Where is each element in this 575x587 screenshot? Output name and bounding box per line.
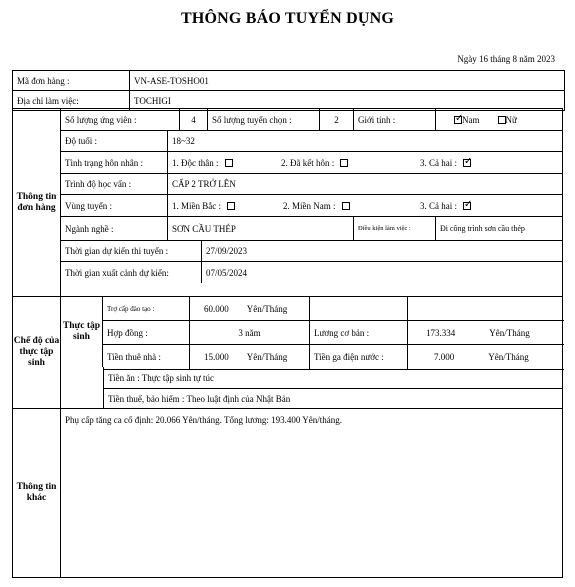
region-both-label: 3. Cả hai : — [420, 200, 457, 211]
regime-label: Chế độ của thực tập sinh — [13, 297, 61, 408]
job-value: SƠN CẦU THÉP — [167, 217, 353, 240]
contract-value: 3 năm — [189, 321, 309, 344]
other-info-text: Phụ cấp tăng ca cố định: 20.066 Yên/tháng. Tổng lương: 193.400 Yên/tháng. — [65, 415, 343, 425]
male-label: Nam — [462, 114, 480, 125]
departure-label: Thời gian xuất cảnh dự kiến: — [65, 267, 169, 278]
exam-value: 27/09/2023 — [201, 241, 562, 261]
gender-options — [435, 109, 562, 130]
marital-single — [167, 152, 277, 173]
page-title: THÔNG BÁO TUYỂN DỤNG — [180, 10, 395, 27]
order-info-label: Thông tin đơn hàng — [13, 109, 61, 296]
region-north — [167, 195, 279, 216]
food-row — [103, 367, 562, 389]
order-code-row — [13, 71, 564, 91]
applicants-row — [61, 109, 562, 131]
departure-value: 07/05/2024 — [201, 262, 562, 283]
order-info-rows — [61, 109, 562, 283]
allowance-value: 60.000 — [204, 303, 229, 314]
order-header — [12, 70, 565, 111]
marital-single-checkbox[interactable] — [225, 159, 233, 167]
region-label: Vùng tuyển : — [65, 200, 112, 211]
region-row — [61, 195, 562, 217]
selected-value: 2 — [319, 109, 353, 130]
region-south-label: 2. Miền Nam : — [283, 200, 336, 211]
gender-label: Giới tính : — [353, 109, 435, 130]
regime-detail — [103, 297, 564, 370]
age-label: Độ tuổi : — [65, 136, 98, 146]
order-info-section — [12, 108, 563, 297]
exam-label: Thời gian dự kiến thi tuyển : — [65, 246, 169, 256]
marital-both-checkbox[interactable] — [463, 159, 471, 167]
female-checkbox[interactable] — [498, 116, 506, 124]
region-north-label: 1. Miền Bắc : — [172, 200, 221, 211]
other-info-body — [61, 409, 562, 577]
rent-unit: Yên/Tháng — [246, 352, 288, 362]
address-label: Địa chỉ làm việc: — [17, 95, 79, 106]
other-info-label: Thông tin khác — [13, 409, 61, 577]
education-label: Trình độ học vấn : — [65, 179, 132, 189]
condition-value: Đi công trình sơn cầu thép — [435, 217, 562, 240]
regime-top — [61, 297, 564, 367]
notice-date: Ngày 16 tháng 8 năm 2023 — [457, 54, 555, 64]
tax-text: Tiền thuế, bảo hiểm : Theo luật định của Nhật Bản — [103, 389, 562, 409]
condition-label: Điều kiện làm việc : — [353, 217, 435, 240]
salary-value: 173.334 — [426, 327, 456, 338]
other-info-section — [12, 409, 563, 578]
address-value: TOCHIGI — [129, 91, 171, 110]
utility-amount — [407, 345, 564, 369]
applicants-label: Số lượng ứng viên : — [65, 114, 137, 125]
age-value: 18~32 — [167, 131, 562, 151]
food-text: Tiền ăn : Thực tập sinh tự túc — [103, 367, 562, 388]
utility-unit: Yên/Tháng — [488, 352, 529, 362]
contract-label: Hợp đồng : — [107, 327, 148, 338]
salary-label: Lương cơ bản : — [309, 321, 407, 344]
allowance-blank-2 — [407, 297, 564, 320]
allowance-amount — [189, 297, 309, 320]
marital-both — [402, 152, 562, 173]
salary-amount — [407, 321, 564, 344]
education-value: CẤP 2 TRỞ LÊN — [167, 174, 562, 194]
allowance-row — [103, 297, 564, 321]
marital-label: Tình trạng hôn nhân : — [65, 157, 143, 168]
marital-single-label: 1. Độc thân : — [172, 157, 219, 168]
applicants-value: 4 — [179, 109, 207, 130]
marital-row — [61, 152, 562, 174]
region-both-checkbox[interactable] — [463, 202, 471, 210]
rent-label: Tiền thuê nhà : — [107, 352, 161, 362]
order-code-label: Mã đơn hàng : — [17, 75, 70, 86]
age-row — [61, 131, 562, 152]
rent-value: 15.000 — [204, 352, 229, 362]
utility-label: Tiền ga điện nước : — [309, 345, 407, 369]
selected-label: Số lượng tuyển chọn : — [207, 109, 319, 130]
marital-married — [277, 152, 402, 173]
region-south — [279, 195, 402, 216]
education-row — [61, 174, 562, 195]
region-both — [402, 195, 562, 216]
exam-row — [61, 241, 562, 262]
regime-bottom — [103, 367, 562, 409]
trainee-label: Thực tập sinh — [61, 297, 103, 367]
allowance-label: Trợ cấp đào tạo : — [107, 304, 155, 313]
female-label: Nữ — [505, 114, 517, 125]
marital-both-label: 3. Cả hai : — [420, 157, 457, 168]
contract-row — [103, 321, 564, 345]
tax-row — [103, 389, 562, 409]
allowance-unit: Yên/Tháng — [246, 303, 288, 314]
rent-amount — [189, 345, 309, 369]
marital-married-label: 2. Đã kết hôn : — [281, 157, 335, 168]
allowance-blank-1 — [309, 297, 407, 320]
order-code-value: VN-ASE-TOSHO01 — [129, 71, 209, 90]
salary-unit: Yên/Tháng — [489, 327, 530, 338]
region-north-checkbox[interactable] — [227, 202, 235, 210]
utility-value: 7.000 — [434, 352, 455, 362]
region-south-checkbox[interactable] — [342, 202, 350, 210]
marital-married-checkbox[interactable] — [340, 159, 348, 167]
male-checkbox[interactable] — [454, 116, 462, 124]
job-label: Ngành nghề : — [65, 223, 114, 234]
job-row — [61, 217, 562, 241]
departure-row — [61, 262, 562, 283]
regime-section — [12, 297, 563, 409]
